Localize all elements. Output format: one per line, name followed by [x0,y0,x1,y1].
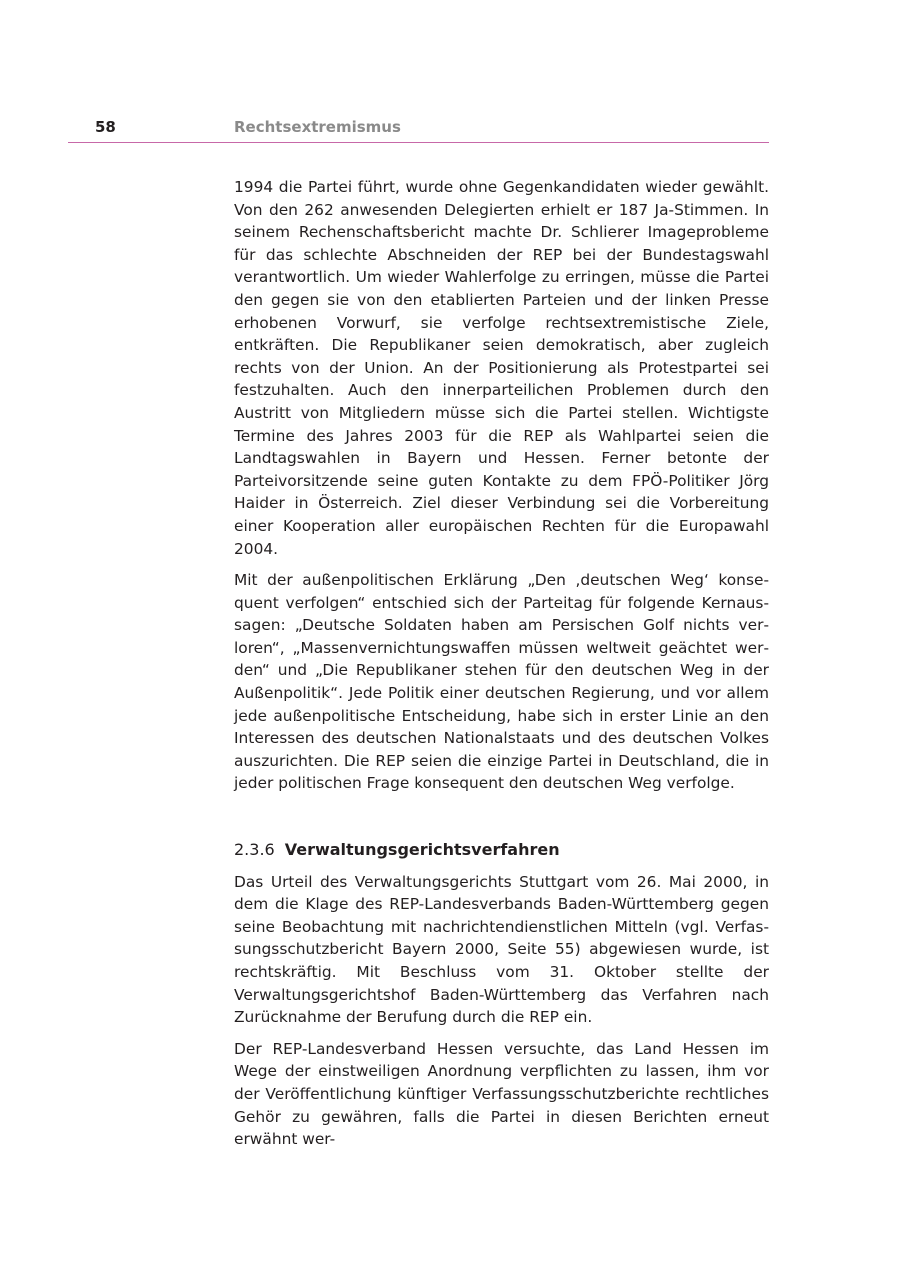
paragraph: 1994 die Partei führt, wurde ohne Gegenkandidaten wieder gewählt. Von den 262 anwesenden Delegierten erhielt er 187 Ja-Stimmen. In seinem Rechenschaftsbericht machte Dr. Schlierer Imageprobleme für das schlechte Abschneiden der REP bei der Bundestagswahl verantwortlich. Um wieder Wahlerfolge zu erringen, müsse die Partei den gegen sie von den etablierten Parteien und der linken Presse erhobenen Vorwurf, sie verfolge rechtsextremistische Ziele, entkräften. Die Republikaner seien demokratisch, aber zugleich rechts von der Union. An der Positionierung als Protestpartei sei festzuhalten. Auch den innerparteilichen Problemen durch den Austritt von Mitgliedern müsse sich die Partei stellen. Wichtigste Termine des Jahres 2003 für die REP als Wahlpartei seien die Landtagswahlen in Bayern und Hessen. Ferner betonte der Parteivorsitzende seine guten Kontakte zu dem FPÖ-Politiker Jörg Haider in Österreich. Ziel dieser Verbindung sei die Vorbereitung einer Kooperation aller europäischen Rechten für die Europawahl 2004. [234,178,769,558]
running-head: Rechtsextremismus [234,118,401,136]
section-number: 2.3.6 [234,840,275,860]
paragraph: Mit der außenpolitischen Erklärung „Den ‚deutschen Weg‘ konsequent verfolgen“ entschied sich der Parteitag für folgende Kernaussagen: „Deutsche Soldaten haben am Persischen Golf nichts verloren“, „Massenvernichtungswaffen müssen weltweit geächtet werden“ und „Die Republikaner stehen für den deutschen Weg in der Außenpolitik“. Jede Politik einer deutschen Regierung, und vor allem jede außenpolitische Entscheidung, habe sich in erster Linie an den Interessen des deutschen Nationalstaats und des deutschen Volkes auszurichten. Die REP seien die einzige Partei in Deutschland, die in jeder politischen Frage konsequent den deutschen Weg verfolge. [234,571,769,793]
paragraph: Der REP-Landesverband Hessen versuchte, das Land Hessen im Wege der einstweiligen Anordnung verpflichten zu lassen, ihm vor der Veröffentlichung künftiger Verfassungsschutzberichte rechtliches Gehör zu gewähren, falls die Partei in diesen Berichten erneut erwähnt wer- [234,1039,769,1149]
page-header [68,116,769,143]
section-title: Verwaltungsgerichtsverfahren [284,840,560,860]
body-text [234,176,769,1160]
section-heading [234,839,769,862]
paragraph: Das Urteil des Verwaltungsgerichts Stuttgart vom 26. Mai 2000, in dem die Klage des REP-Landesverbands Baden-Württemberg gegen seine Beobachtung mit nachrichtendienstlichen Mitteln (vgl. Verfassungsschutzbericht Bayern 2000, Seite 55) abgewiesen wurde, ist rechtskräftig. Mit Beschluss vom 31. Oktober stellte der Verwaltungsgerichtshof Baden-Württemberg das Verfahren nach Zurücknahme der Berufung durch die REP ein. [234,872,769,1027]
page-number: 58 [95,118,116,136]
